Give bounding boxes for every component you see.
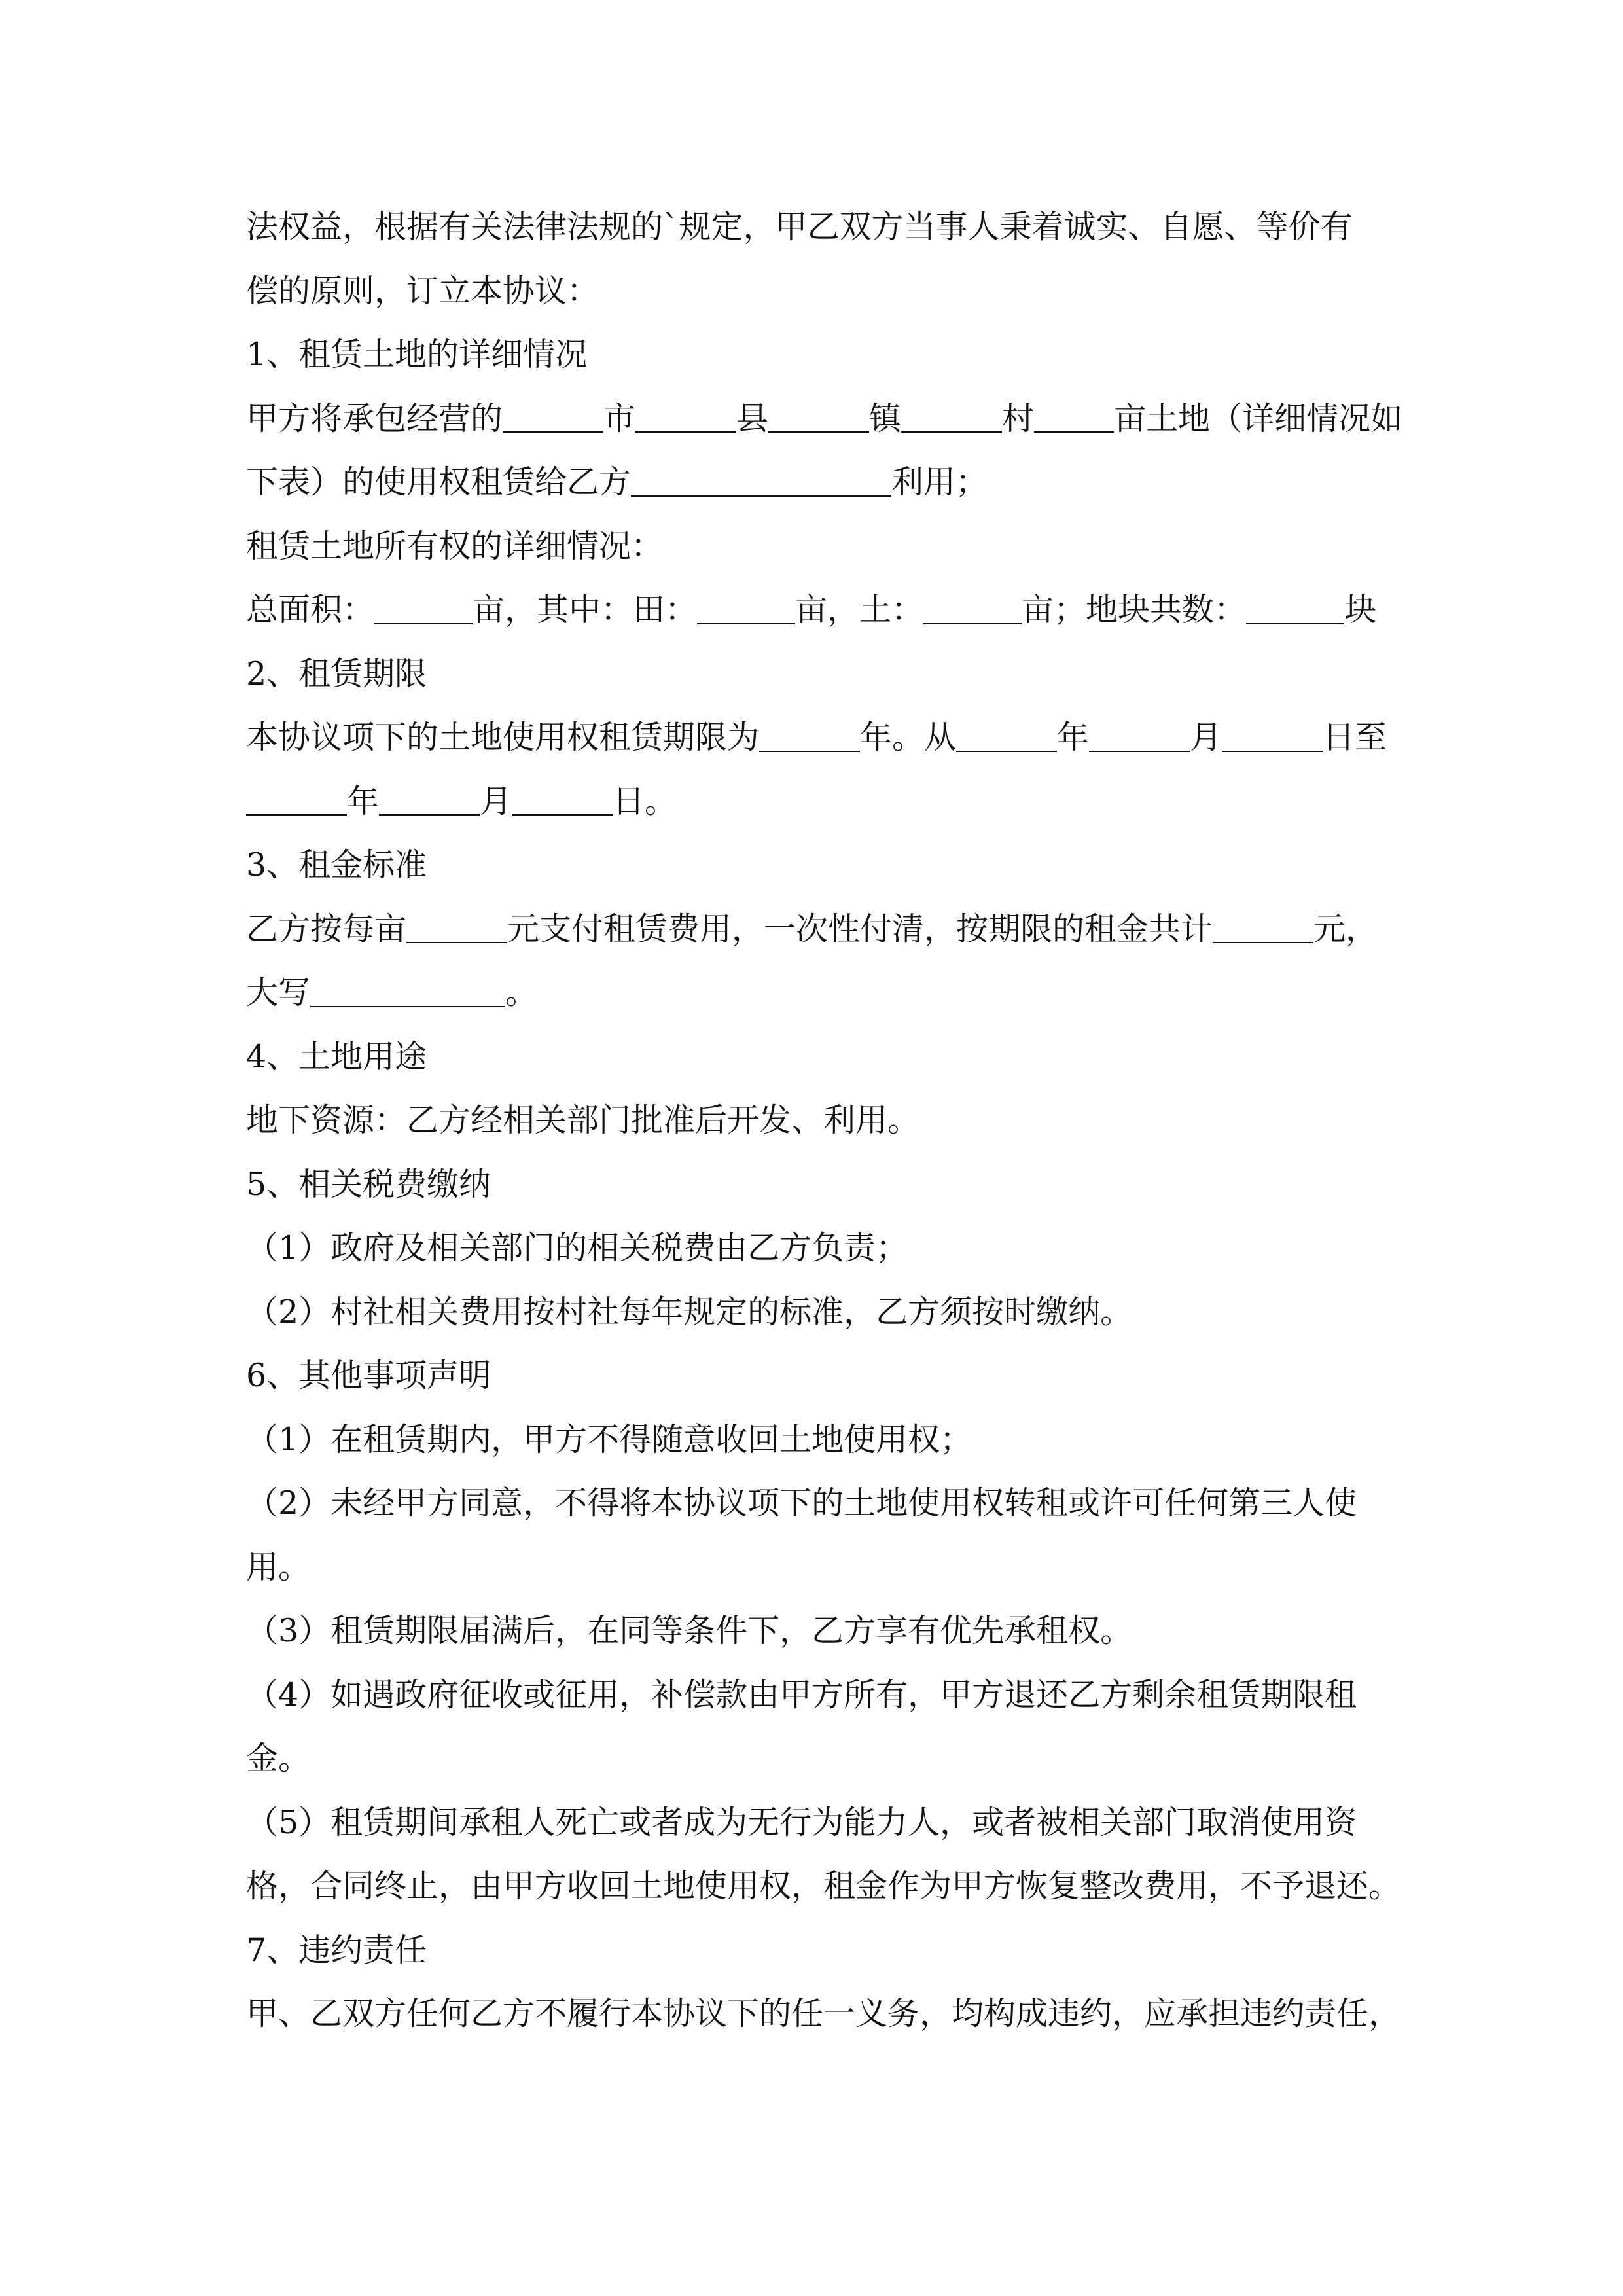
text-line: （1）政府及相关部门的相关税费由乙方负责；: [246, 1229, 908, 1266]
text-line: [246, 961, 1411, 1025]
text-line: （2）村社相关费用按村社每年规定的标准，乙方须按时缴纳。: [246, 1293, 1133, 1331]
section-heading: 3、租金标准: [246, 846, 427, 884]
section-heading: 1、租赁土地的详细情况: [246, 336, 588, 373]
text-line: 租赁土地所有权的详细情况：: [246, 527, 664, 565]
text-line: [246, 387, 1411, 451]
fill-blank: [406, 910, 507, 943]
text-run: 下表）的使用权租赁给乙方: [246, 463, 632, 501]
text-line: （5）租赁期间承租人死亡或者成为无行为能力人，或者被相关部门取消使用资: [246, 1803, 1357, 1841]
text-run: 利用；: [891, 463, 988, 501]
fill-blank: [631, 463, 891, 497]
text-run: 亩土地（详细情况如: [1114, 399, 1403, 437]
text-run: 总面积：: [246, 591, 375, 628]
text-line: 法权益，根据有关法律法规的`规定，甲乙双方当事人秉着诚实、自愿、等价有: [246, 208, 1353, 245]
fill-blank: [923, 591, 1022, 624]
fill-blank: [374, 591, 473, 624]
text-run: 县: [736, 399, 769, 437]
text-line: 用。: [246, 1548, 311, 1586]
text-line: [246, 770, 1411, 834]
text-run: 村: [1002, 399, 1035, 437]
fill-blank: [310, 974, 505, 1007]
fill-blank: [1222, 719, 1323, 752]
text-run: 亩，土：: [795, 591, 924, 628]
text-line: （2）未经甲方同意，不得将本协议项下的土地使用权转租或许可任何第三人使: [246, 1484, 1357, 1522]
fill-blank: [956, 719, 1057, 752]
text-run: 亩；地块共数：: [1022, 591, 1247, 628]
text-run: 月: [1190, 719, 1222, 756]
section-heading: 5、相关税费缴纳: [246, 1165, 491, 1203]
text-line: [246, 578, 1411, 642]
text-run: 市: [603, 399, 636, 437]
text-run: 。: [505, 974, 538, 1011]
text-run: 甲方将承包经营的: [246, 399, 503, 437]
section-heading: 2、租赁期限: [246, 655, 427, 692]
text-line: 地下资源：乙方经相关部门批准后开发、利用。: [246, 1102, 920, 1139]
section-heading: 7、违约责任: [246, 1931, 427, 1969]
text-line: 格，合同终止，由甲方收回土地使用权，租金作为甲方恢复整改费用，不予退还。: [246, 1867, 1401, 1905]
fill-blank: [1246, 591, 1344, 624]
text-run: 亩，其中：田：: [473, 591, 698, 628]
text-run: 本协议项下的土地使用权租赁期限为: [246, 719, 760, 756]
text-run: 元支付租赁费用，一次性付清，按期限的租金共计: [507, 910, 1213, 948]
section-heading: 4、土地用途: [246, 1037, 427, 1075]
text-line: 金。: [246, 1740, 311, 1777]
fill-blank: [697, 591, 795, 624]
fill-blank: [512, 782, 613, 816]
text-line: （1）在租赁期内，甲方不得随意收回土地使用权；: [246, 1420, 972, 1458]
text-run: 镇: [869, 399, 902, 437]
text-run: 年: [1057, 719, 1090, 756]
fill-blank: [635, 399, 736, 433]
fill-blank: [759, 719, 860, 752]
text-run: 月: [480, 782, 512, 820]
text-run: 年。从: [860, 719, 957, 756]
text-run: 乙方按每亩: [246, 910, 407, 948]
text-line: （3）租赁期限届满后，在同等条件下，乙方享有优先承租权。: [246, 1612, 1133, 1649]
fill-blank: [503, 399, 603, 433]
text-run: 日至: [1323, 719, 1387, 756]
fill-blank: [1213, 910, 1313, 943]
text-line: [246, 897, 1411, 961]
text-run: 年: [347, 782, 380, 820]
text-line: [246, 450, 1411, 514]
fill-blank: [768, 399, 869, 433]
text-line: 甲、乙双方任何乙方不履行本协议下的任一义务，均构成违约，应承担违约责任，: [246, 1995, 1401, 2032]
text-run: 大写: [246, 974, 311, 1011]
text-line: 偿的原则，订立本协议：: [246, 272, 599, 310]
fill-blank: [246, 782, 347, 816]
fill-blank: [1089, 719, 1190, 752]
text-run: 日。: [613, 782, 677, 820]
text-run: 块: [1344, 591, 1377, 628]
fill-blank: [1034, 399, 1114, 433]
fill-blank: [379, 782, 480, 816]
fill-blank: [901, 399, 1002, 433]
text-line: （4）如遇政府征收或征用，补偿款由甲方所有，甲方退还乙方剩余租赁期限租: [246, 1676, 1357, 1713]
section-heading: 6、其他事项声明: [246, 1357, 491, 1394]
text-line: [246, 706, 1411, 770]
text-run: 元，: [1313, 910, 1378, 948]
document-body: [246, 195, 1411, 2046]
